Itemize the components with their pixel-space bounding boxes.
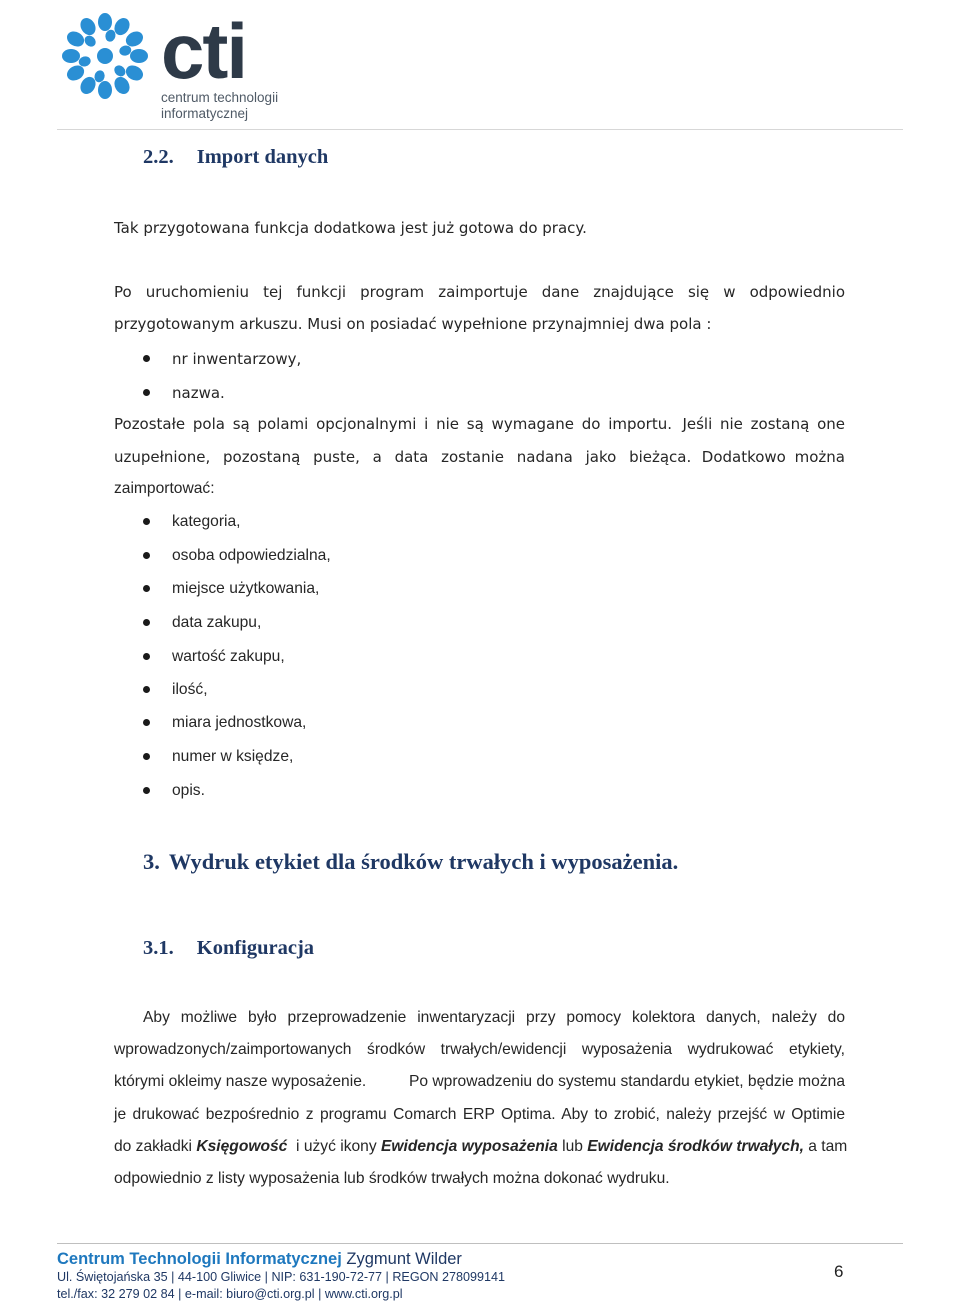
list-item-text: kategoria, xyxy=(172,513,241,530)
paragraph-line: zaimportować: xyxy=(114,480,215,497)
paragraph-line xyxy=(114,441,845,474)
text-run: Jeśli nie zostaną one xyxy=(682,415,845,433)
heading-title: Konfiguracja xyxy=(196,937,315,959)
text-run: uzupełnione, pozostaną puste, a data zostanie nadana jako bieżąca. xyxy=(114,448,692,466)
list-item-text: numer w księdze, xyxy=(172,748,294,765)
heading-number: 2.2. xyxy=(143,146,174,168)
logo-circle-icon xyxy=(61,12,149,100)
text-run: Pozostałe pola są polami opcjonalnymi i nie są wymagane do importu. xyxy=(114,415,672,433)
list-item-text: osoba odpowiedzialna, xyxy=(172,547,331,564)
section-heading-3-1 xyxy=(143,937,314,960)
footer-company-owner: Zygmunt Wilder xyxy=(346,1250,462,1268)
paragraph-line xyxy=(114,1131,848,1164)
text-run: którymi okleimy nasze wyposażenie. xyxy=(114,1073,367,1090)
emphasis-ewidencja-wyposazenia: Ewidencja wyposażenia xyxy=(380,1138,558,1155)
list-item-text: data zakupu, xyxy=(172,614,262,631)
paragraph: Tak przygotowana funkcja dodatkowa jest już gotowa do pracy. xyxy=(114,219,587,237)
text-run: Po wprowadzeniu do systemu standardu etykiet, będzie można xyxy=(408,1073,845,1090)
list-item-text: nr inwentarzowy, xyxy=(172,350,302,368)
text-run: do zakładki xyxy=(114,1138,193,1155)
heading-title: Import danych xyxy=(196,146,329,168)
logo-subtitle xyxy=(161,90,278,122)
page-number: 6 xyxy=(834,1262,844,1281)
logo-wordmark: cti xyxy=(161,8,247,95)
header-divider xyxy=(57,129,903,130)
paragraph-line xyxy=(114,1066,845,1099)
logo-subtitle-line: informatycznej xyxy=(161,106,249,121)
heading-title: Wydruk etykiet dla środków trwałych i wyposażenia. xyxy=(168,849,679,874)
footer-divider xyxy=(57,1243,903,1244)
section-heading-2-2 xyxy=(143,146,328,169)
list-item-text: miara jednostkowa, xyxy=(172,714,307,731)
text-run: lub xyxy=(562,1138,583,1155)
heading-number: 3.1. xyxy=(143,937,174,959)
emphasis-ewidencja-srodkow: Ewidencja środków trwałych, xyxy=(587,1138,804,1155)
footer-contact: tel./fax: 32 279 02 84 | e-mail: biuro@cti.org.pl | www.cti.org.pl xyxy=(57,1287,403,1301)
list-item-text: wartość zakupu, xyxy=(172,648,285,665)
paragraph-line xyxy=(114,408,845,441)
text-run: Dodatkowo można xyxy=(701,448,845,466)
emphasis-kseigowosc: Księgowość xyxy=(196,1138,288,1155)
list-item-text: nazwa. xyxy=(172,384,225,402)
paragraph-line: przygotowanym arkuszu. Musi on posiadać wypełnione przynajmniej dwa pola : xyxy=(114,315,712,333)
paragraph-line: Po uruchomieniu tej funkcji program zaimportuje dane znajdujące się w odpowiednio xyxy=(114,283,845,301)
heading-number: 3. xyxy=(143,849,160,874)
paragraph-line: wprowadzonych/zaimportowanych środków trwałych/ewidencji wyposażenia wydrukować etykiety, xyxy=(114,1041,845,1058)
footer-address: Ul. Świętojańska 35 | 44-100 Gliwice | NIP: 631-190-72-77 | REGON 278099141 xyxy=(57,1270,506,1284)
paragraph-line: odpowiednio z listy wyposażenia lub środków trwałych można dokonać wydruku. xyxy=(114,1170,670,1187)
footer-company xyxy=(57,1250,462,1269)
paragraph-line: je drukować bezpośrednio z programu Comarch ERP Optima. Aby to zrobić, należy przejść w Optimie xyxy=(114,1106,845,1123)
list-item-text: opis. xyxy=(172,782,205,799)
section-heading-3 xyxy=(143,849,678,875)
paragraph-line: Aby możliwe było przeprowadzenie inwentaryzacji przy pomocy kolektora danych, należy do xyxy=(143,1009,845,1026)
text-run: i użyć ikony xyxy=(296,1138,377,1155)
list-item-text: miejsce użytkowania, xyxy=(172,580,320,597)
text-run: a tam xyxy=(808,1138,848,1155)
list-item-text: ilość, xyxy=(172,681,208,698)
logo-subtitle-line: centrum technologii xyxy=(161,90,279,105)
footer-company-name: Centrum Technologii Informatycznej xyxy=(57,1250,342,1268)
